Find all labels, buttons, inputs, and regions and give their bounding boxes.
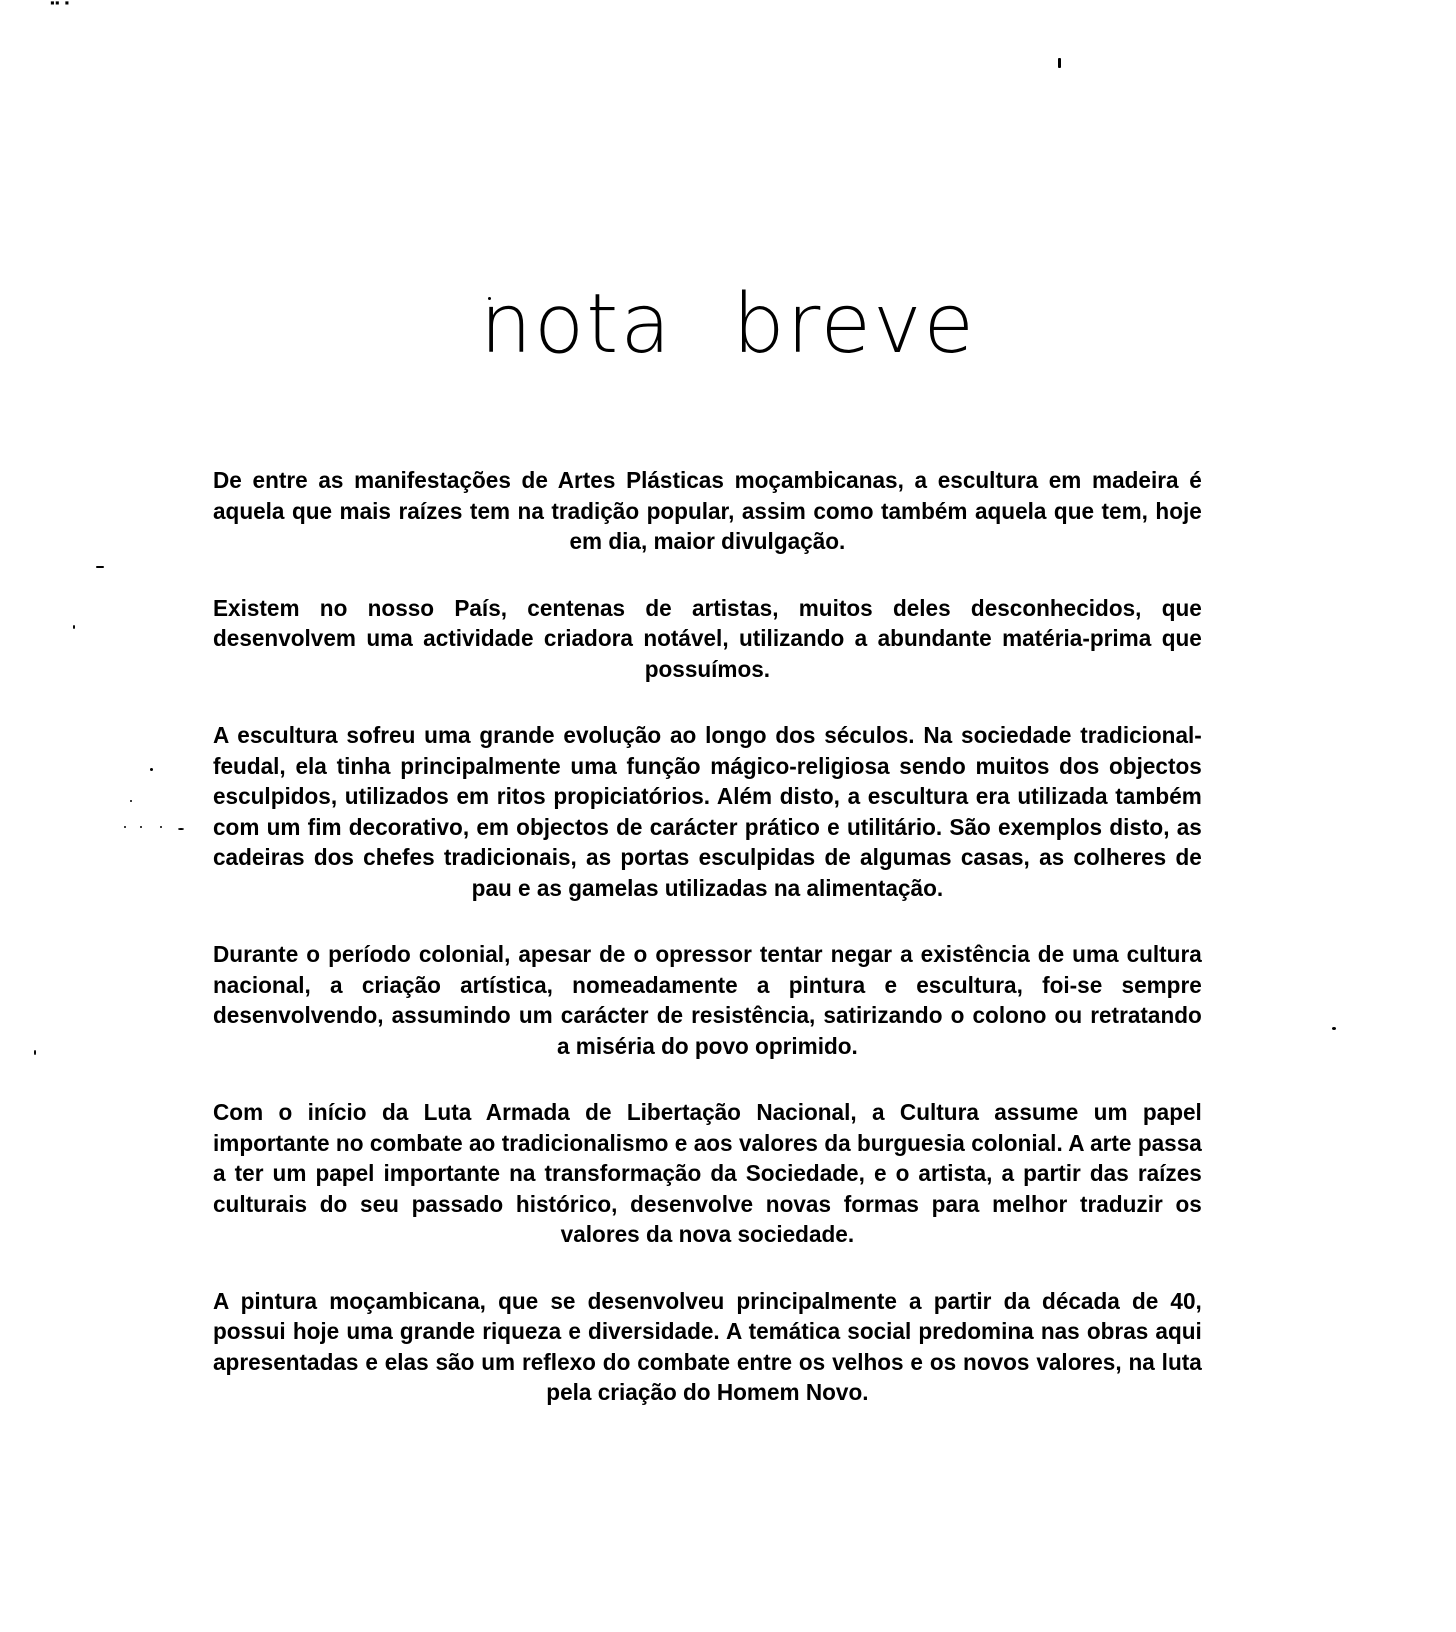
paragraph: De entre as manifestações de Artes Plásticas moçambicanas, a escultura em madeira é aquela que mais raízes tem na tradição popular, assim como também aquela que tem, hoje em dia, maior divulgação. bbox=[213, 467, 1202, 554]
scan-speck bbox=[178, 828, 184, 830]
scan-speck bbox=[124, 826, 126, 828]
scan-speck bbox=[1332, 1027, 1336, 1030]
body-text bbox=[213, 465, 1202, 1444]
paragraph: Com o início da Luta Armada de Libertação Nacional, a Cultura assume um papel importante no combate ao tradicionalismo e aos valores da burguesia colonial. A arte passa a ter um papel importante na transformação da Sociedade, e o artista, a partir das raízes culturais do seu passado histórico, desenvolve novas formas para melhor traduzir os valores da nova sociedade. bbox=[213, 1099, 1202, 1247]
scan-speck bbox=[140, 826, 142, 828]
title-word-nota: nota bbox=[480, 277, 673, 372]
paragraph: Existem no nosso País, centenas de artistas, muitos deles desconhecidos, que desenvolvem uma actividade criadora notável, utilizando a abundante matéria-prima que possuímos. bbox=[213, 594, 1202, 682]
paragraph: Durante o período colonial, apesar de o opressor tentar negar a existência de uma cultura nacional, a criação artística, nomeadamente a pintura e escultura, foi-se sempre desenvolvendo, assumindo um carácter de resistência, satirizando o colono ou retratando a miséria do povo oprimido. bbox=[213, 941, 1202, 1059]
paragraph: A pintura moçambicana, que se desenvolveu principalmente a partir da década de 40, possui hoje uma grande riqueza e diversidade. A temática social predomina nas obras aqui apresentadas e elas são um reflexo do combate entre os velhos e os novos valores, na luta pela criação do Homem Novo. bbox=[213, 1287, 1202, 1405]
scan-speck bbox=[73, 625, 75, 629]
paragraph: A escultura sofreu uma grande evolução ao longo dos séculos. Na sociedade tradicional-feudal, ela tinha principalmente uma função mágico-religiosa sendo muitos dos objectos esculpidos, utilizados em ritos propiciatórios. Além disto, a escultura era utilizada também com um fim decorativo, em objectos de carácter prático e utilitário. São exemplos disto, as cadeiras dos chefes tradicionais, as portas esculpidas de algumas casas, as colheres de pau e as gamelas utilizadas na alimentação. bbox=[213, 722, 1202, 901]
page-title bbox=[0, 270, 1456, 380]
scan-artifact: ▪▪ ▪ bbox=[50, 0, 70, 7]
scan-speck bbox=[1058, 58, 1061, 68]
scan-speck bbox=[34, 1050, 36, 1055]
scan-speck bbox=[150, 768, 153, 771]
title-word-breve: breve bbox=[732, 277, 976, 372]
scan-speck bbox=[130, 800, 132, 802]
scan-speck bbox=[160, 826, 162, 828]
scan-speck bbox=[96, 566, 104, 568]
